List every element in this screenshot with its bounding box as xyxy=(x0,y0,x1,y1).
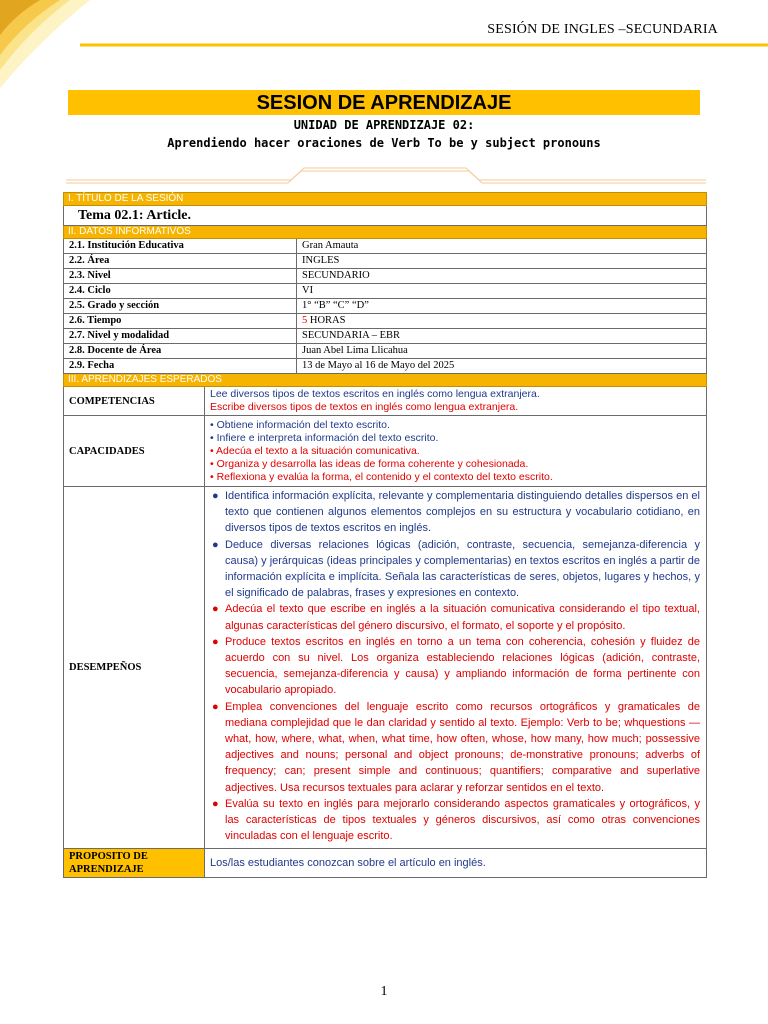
competencias-row xyxy=(64,387,707,416)
divider-decoration xyxy=(66,160,706,186)
session-table xyxy=(63,192,707,878)
list-item: ● Evalúa su texto en inglés para mejorarlo considerando aspectos gramaticales y ortográficos, y las características de tipos textuales y géneros discursivos, así como otras convenciones vinculadas con el lenguaje escrito. xyxy=(212,797,700,843)
section-aprendizajes: III. APRENDIZAJES ESPERADOS xyxy=(64,374,707,387)
table-row: 2.1. Institución Educativa Gran Amauta xyxy=(64,239,707,254)
list-item: ● Adecúa el texto que escribe en inglés a la situación comunicativa considerando el tipo textual, algunas características del género discursivo, el formato, el soporte y el propósito. xyxy=(212,603,700,632)
unit-subtitle: Aprendiendo hacer oraciones de Verb To be y subject pronouns xyxy=(167,136,601,150)
capacidad-item: • Infiere e interpreta información del texto escrito. xyxy=(210,431,439,444)
table-row: 2.4. Ciclo VI xyxy=(64,284,707,299)
tema-title: Tema 02.1: Article. xyxy=(64,206,707,226)
proposito-row xyxy=(64,849,707,878)
list-item: ● Deduce diversas relaciones lógicas (adición, contraste, secuencia, semejanza-diferencia y causa) y jerárquicas (ideas principales y complementarias) en textos escritos en inglés a partir de información explícita e implícita. Señala las características de seres, objetos, lugares y hechos, y el significado de palabras, frases y expresiones en contexto. xyxy=(212,538,700,600)
bullet-icon: ● xyxy=(212,490,219,502)
unit-title: UNIDAD DE APRENDIZAJE 02: xyxy=(293,118,475,132)
tiempo-number: 5 xyxy=(302,315,308,326)
corner-decoration xyxy=(0,0,768,90)
section-title-sesion: I. TÍTULO DE LA SESIÓN xyxy=(64,193,707,206)
bullet-icon: ● xyxy=(212,635,219,648)
list-item: ● Produce textos escritos en inglés en torno a un tema con coherencia, cohesión y fluidez de acuerdo con su nivel. Los organiza estableciendo relaciones lógicas (adición, contraste, secuencia, semejanza-diferencia y causa) y ampliando información de forma pertinente con vocabulario apropiado. xyxy=(212,635,700,697)
desempenos-row xyxy=(64,487,707,849)
desempenos-label: DESEMPEÑOS xyxy=(64,487,205,849)
bullet-icon: ● xyxy=(212,797,219,810)
capacidad-item: • Reflexiona y evalúa la forma, el contenido y el contexto del texto escrito. xyxy=(210,470,553,483)
list-item: ● Emplea convenciones del lenguaje escrito como recursos ortográficos y gramaticales de mediana complejidad que le dan claridad y sentido al texto. Ejemplo: Verb to be; whquestions —what, how, where, what, when, what time, how often, whose, how many, how much; possessive adjectives and nouns; personal and object pronouns; de-monstrative pronouns; adverbs of frequency; can; present simple and continuous; quantifiers; comparative and superlative adjectives. Usa recursos textuales para aclarar y reforzar sentidos en el texto. xyxy=(212,700,700,794)
list-item: ● Identifica información explícita, relevante y complementaria distinguiendo detalles dispersos en el texto que contienen algunos elementos complejos en su estructura y vocabulario cotidiano, en diversos tipos de textos escritos en inglés. xyxy=(212,490,700,535)
bullet-icon: ● xyxy=(212,603,219,616)
header-title: SESIÓN DE INGLES –SECUNDARIA xyxy=(487,22,718,37)
bullet-icon: ● xyxy=(212,538,219,551)
bullet-icon: ● xyxy=(212,700,219,713)
table-row: 2.2. Área INGLES xyxy=(64,254,707,269)
desempenos-list xyxy=(211,488,700,844)
proposito-text: Los/las estudiantes conozcan sobre el artículo en inglés. xyxy=(205,849,707,878)
table-row: 2.6. Tiempo 5 HORAS xyxy=(64,314,707,329)
tiempo-unit: HORAS xyxy=(307,315,346,326)
capacidad-item: • Obtiene información del texto escrito. xyxy=(210,418,390,431)
table-row: 2.3. Nivel SECUNDARIO xyxy=(64,269,707,284)
table-row: 2.9. Fecha 13 de Mayo al 16 de Mayo del 2025 xyxy=(64,359,707,374)
capacidades-row xyxy=(64,416,707,487)
competencia-item: Lee diversos tipos de textos escritos en inglés como lengua extranjera. xyxy=(210,388,540,400)
table-row: 2.8. Docente de Área Juan Abel Lima Llicahua xyxy=(64,344,707,359)
table-row: 2.7. Nivel y modalidad SECUNDARIA – EBR xyxy=(64,329,707,344)
capacidades-label: CAPACIDADES xyxy=(64,416,205,487)
capacidad-item: • Adecúa el texto a la situación comunicativa. xyxy=(210,444,420,457)
proposito-label: PROPOSITO DE APRENDIZAJE xyxy=(64,849,205,878)
table-row: 2.5. Grado y sección 1° “B” “C” “D” xyxy=(64,299,707,314)
competencia-item: Escribe diversos tipos de textos en inglés como lengua extranjera. xyxy=(210,401,519,413)
page-number: 1 xyxy=(380,984,388,999)
capacidad-item: • Organiza y desarrolla las ideas de forma coherente y cohesionada. xyxy=(210,457,529,470)
page-title: SESION DE APRENDIZAJE xyxy=(68,90,700,115)
competencias-label: COMPETENCIAS xyxy=(64,387,205,416)
section-datos: II. DATOS INFORMATIVOS xyxy=(64,226,707,239)
